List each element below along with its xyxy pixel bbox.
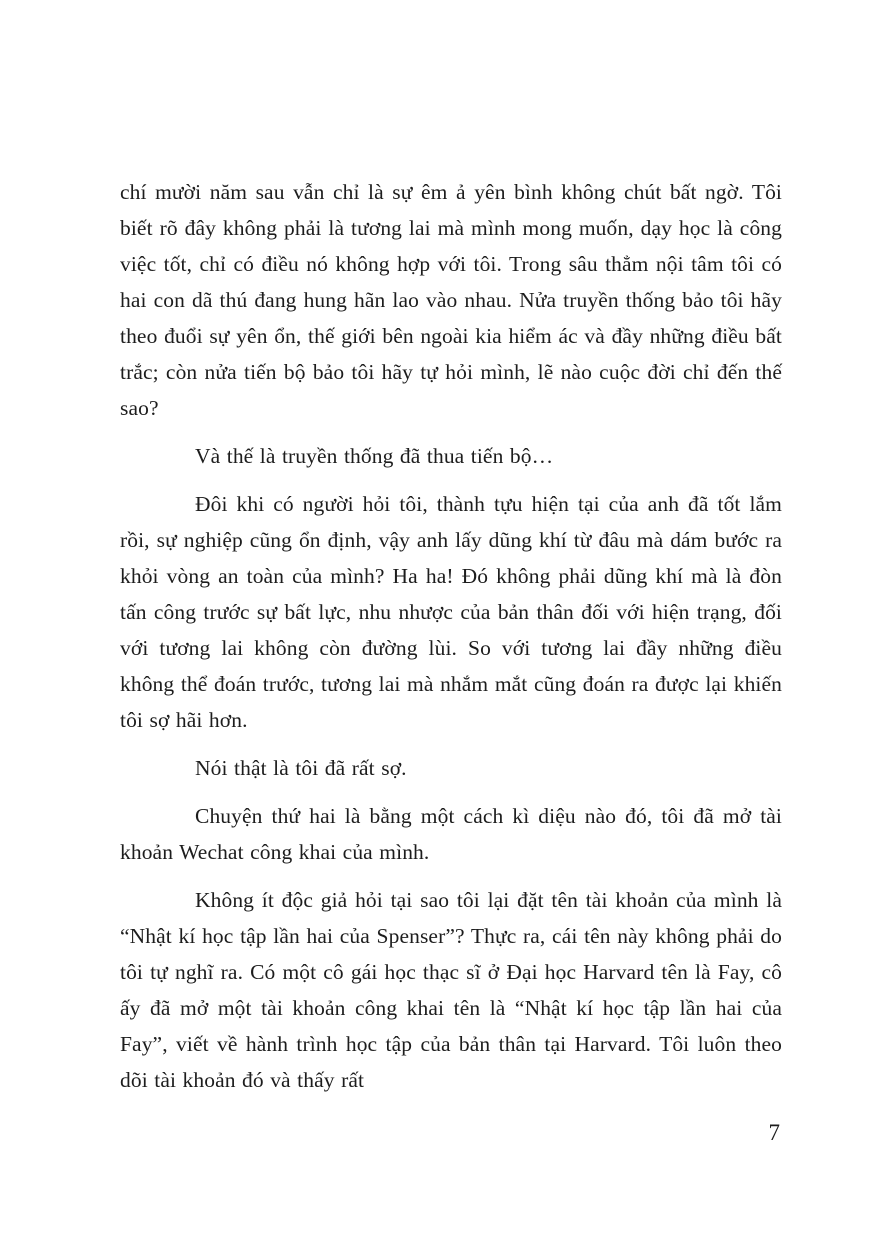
body-paragraph: Đôi khi có người hỏi tôi, thành tựu hiện tại của anh đã tốt lắm rồi, sự nghiệp cũng ổn định, vậy anh lấy dũng khí từ đâu mà dám bước ra khỏi vòng an toàn của mình? Ha ha! Đó không phải dũng khí mà là đòn tấn công trước sự bất lực, nhu nhược của bản thân đối với hiện trạng, đối với tương lai không còn đường lùi. So với tương lai đầy những điều không thể đoán trước, tương lai mà nhắm mắt cũng đoán ra được lại khiến tôi sợ hãi hơn. [120, 492, 782, 732]
body-paragraph: chí mười năm sau vẫn chỉ là sự êm ả yên bình không chút bất ngờ. Tôi biết rõ đây không phải là tương lai mà mình mong muốn, dạy học là công việc tốt, chỉ có điều nó không hợp với tôi. Trong sâu thẳm nội tâm tôi có hai con dã thú đang hung hãn lao vào nhau. Nửa truyền thống bảo tôi hãy theo đuổi sự yên ổn, thế giới bên ngoài kia hiểm ác và đầy những điều bất trắc; còn nửa tiến bộ bảo tôi hãy tự hỏi mình, lẽ nào cuộc đời chỉ đến thế sao? [120, 180, 782, 420]
body-paragraph: Và thế là truyền thống đã thua tiến bộ… [195, 444, 554, 468]
body-paragraph: Chuyện thứ hai là bằng một cách kì diệu nào đó, tôi đã mở tài khoản Wechat công khai của mình. [120, 804, 782, 864]
body-paragraph: Nói thật là tôi đã rất sợ. [195, 756, 407, 780]
page-number: 7 [768, 1120, 780, 1145]
text-block [120, 174, 782, 1098]
body-paragraph: Không ít độc giả hỏi tại sao tôi lại đặt tên tài khoản của mình là “Nhật kí học tập lần hai của Spenser”? Thực ra, cái tên này không phải do tôi tự nghĩ ra. Có một cô gái học thạc sĩ ở Đại học Harvard tên là Fay, cô ấy đã mở một tài khoản công khai tên là “Nhật kí học tập lần hai của Fay”, viết về hành trình học tập của bản thân tại Harvard. Tôi luôn theo dõi tài khoản đó và thấy rất [120, 888, 782, 1092]
